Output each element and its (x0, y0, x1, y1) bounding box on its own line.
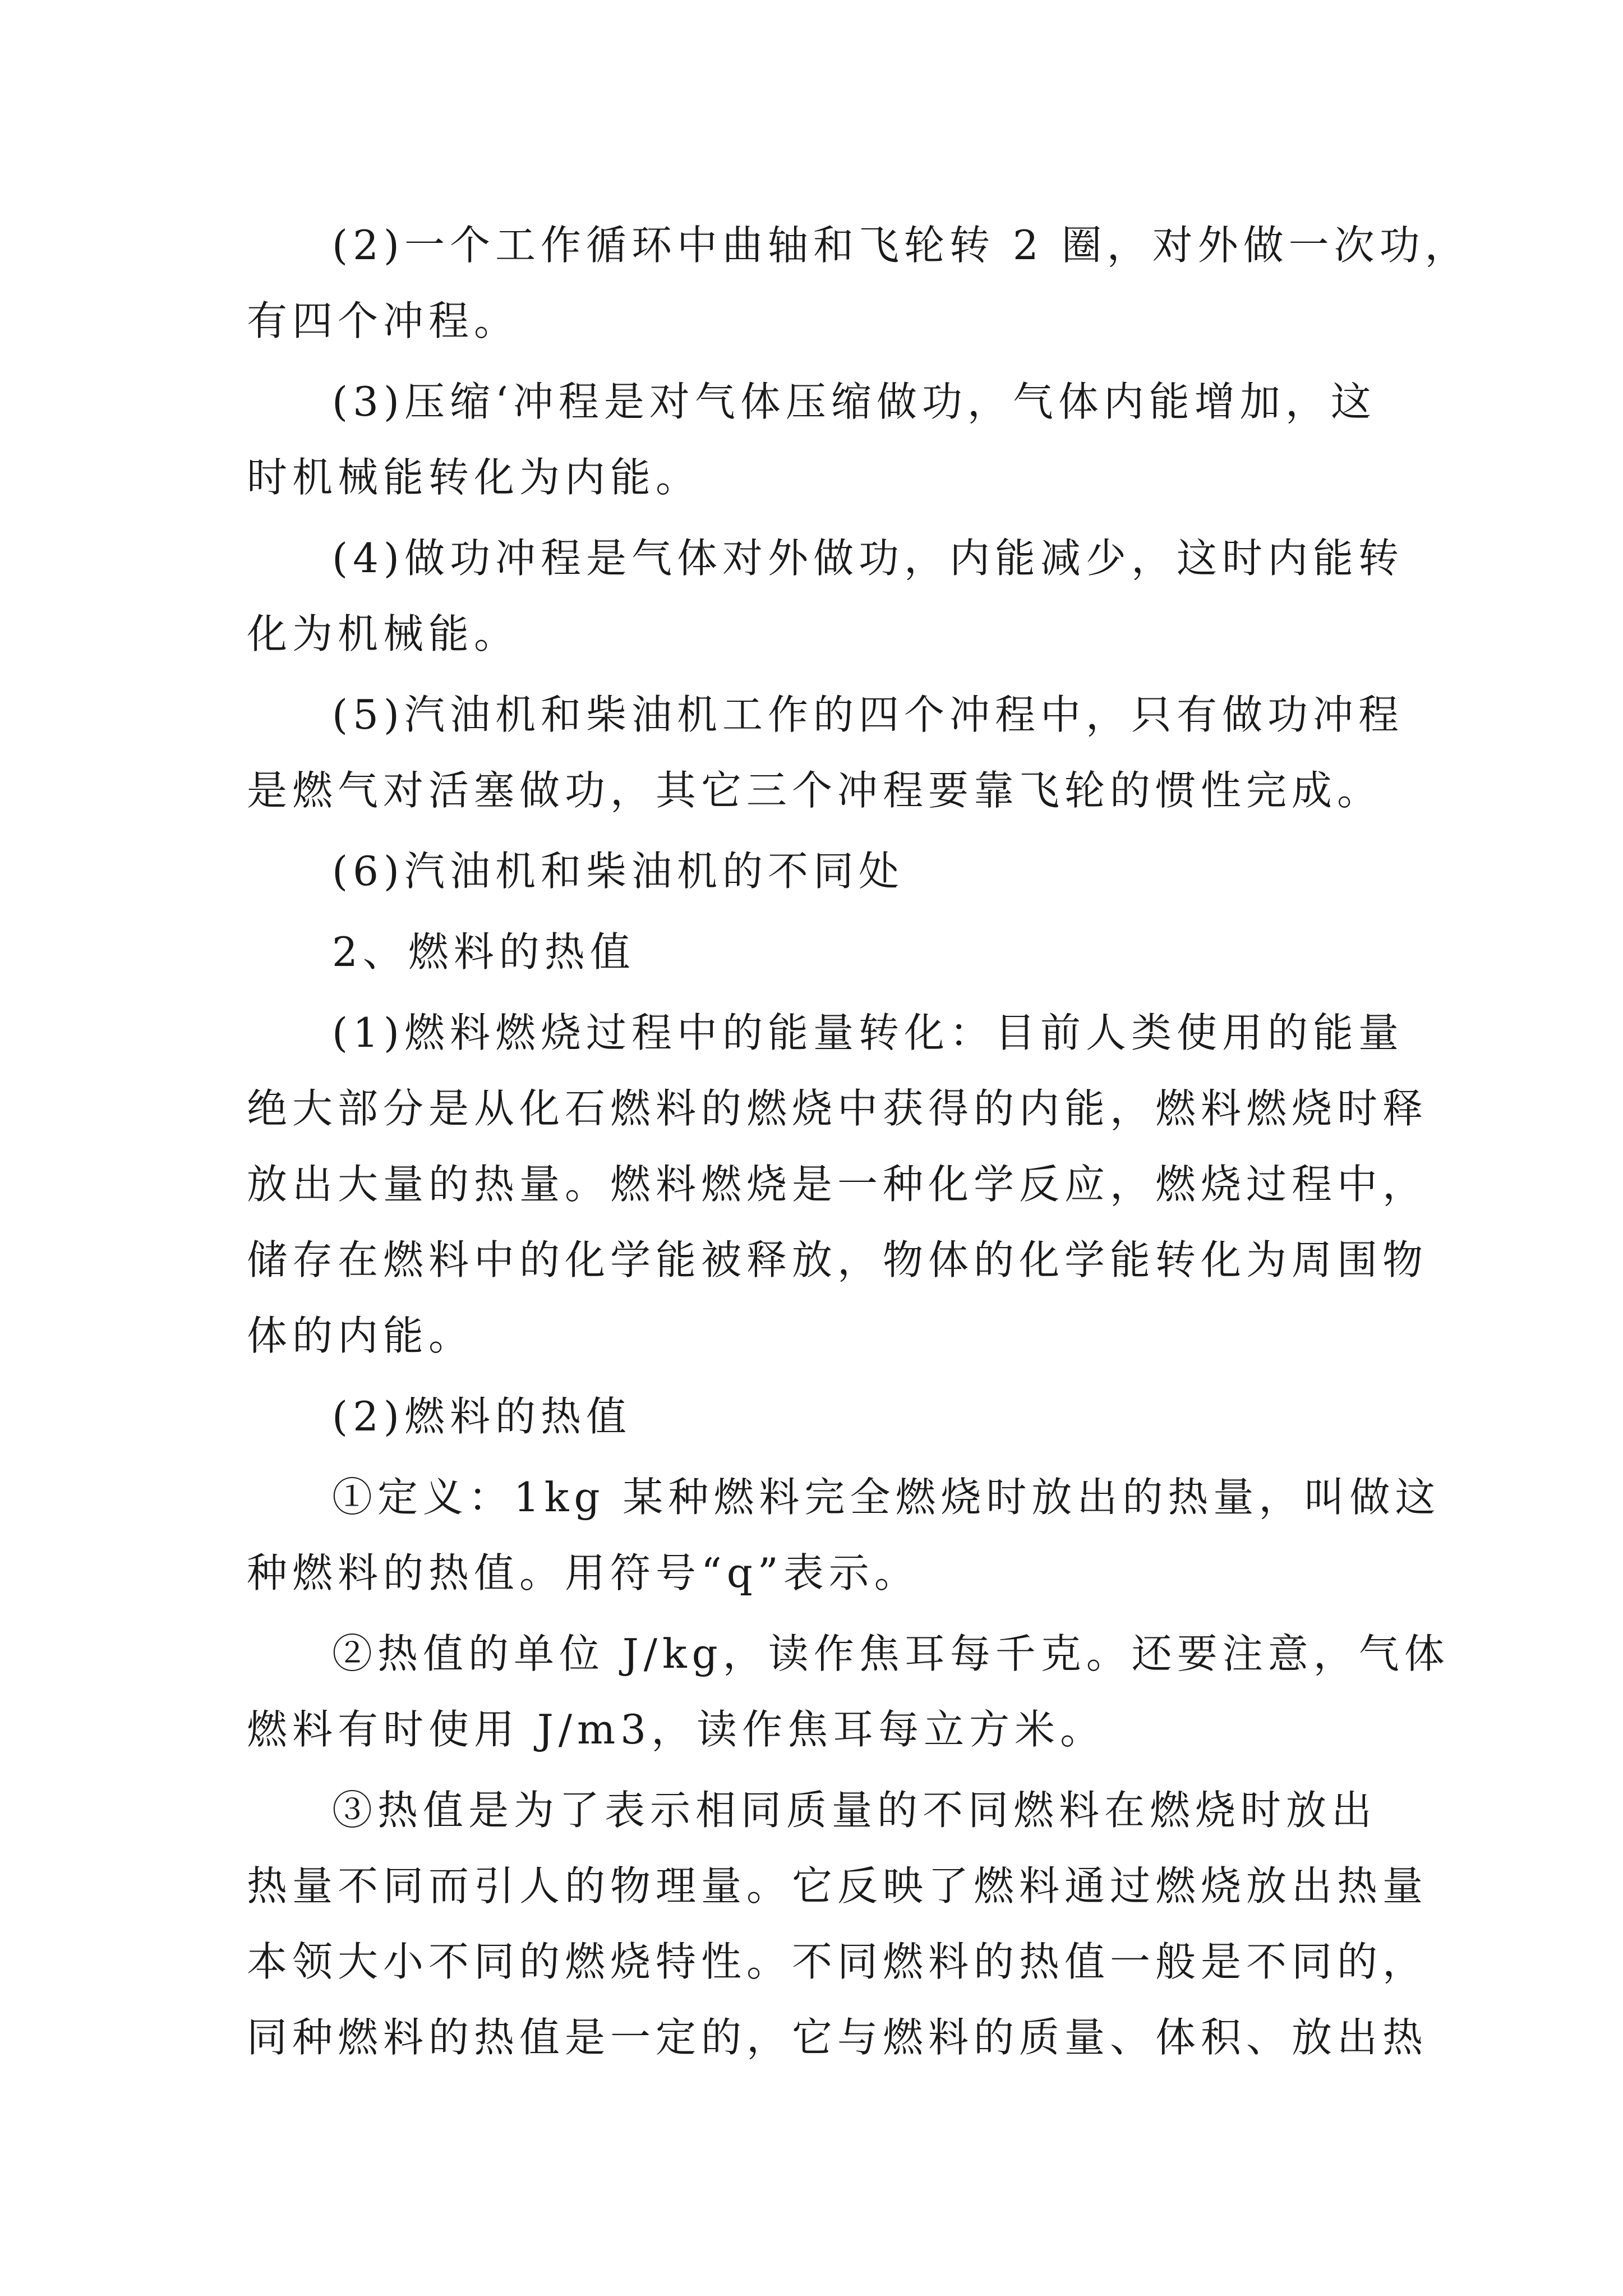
text-line: (5)汽油机和柴油机工作的四个冲程中，只有做功冲程 (332, 691, 1404, 738)
text-line: (4)做功冲程是气体对外做功，内能减少，这时内能转 (332, 535, 1404, 582)
text-line: 2、燃料的热值 (332, 928, 635, 976)
text-line: 时机械能转化为内能。 (247, 454, 702, 501)
text-line: 燃料有时使用 J/m3，读作焦耳每立方米。 (247, 1706, 1106, 1753)
text-line: ①定义：1kg 某种燃料完全燃烧时放出的热量，叫做这 (332, 1474, 1441, 1521)
text-line: 同种燃料的热值是一定的，它与燃料的质量、体积、放出热 (247, 2014, 1428, 2061)
text-line: 储存在燃料中的化学能被释放，物体的化学能转化为周围物 (247, 1236, 1428, 1283)
text-line: (6)汽油机和柴油机的不同处 (332, 848, 904, 895)
text-line: 是燃气对活塞做功，其它三个冲程要靠飞轮的惯性完成。 (247, 767, 1383, 814)
text-line: (1)燃料燃烧过程中的能量转化：目前人类使用的能量 (332, 1009, 1404, 1056)
text-line: 本领大小不同的燃烧特性。不同燃料的热值一般是不同的， (247, 1938, 1428, 1985)
text-line: ③热值是为了表示相同质量的不同燃料在燃烧时放出 (332, 1787, 1377, 1834)
text-line: 热量不同而引人的物理量。它反映了燃料通过燃烧放出热量 (247, 1862, 1428, 1910)
text-line: (2)一个工作循环中曲轴和飞轮转 2 圈，对外做一次功， (332, 222, 1470, 269)
document-body (247, 208, 1470, 2076)
text-line: 化为机械能。 (247, 610, 520, 657)
text-line: (2)燃料的热值 (332, 1393, 631, 1440)
text-line: ②热值的单位 J/kg，读作焦耳每千克。还要注意，气体 (332, 1630, 1450, 1677)
text-line: 绝大部分是从化石燃料的燃烧中获得的内能，燃料燃烧时释 (247, 1085, 1428, 1132)
text-line: (3)压缩‘冲程是对气体压缩做功，气体内能增加，这 (332, 378, 1376, 425)
text-line: 种燃料的热值。用符号“q”表示。 (247, 1549, 920, 1596)
text-line: 有四个冲程。 (247, 297, 520, 344)
text-line: 放出大量的热量。燃料燃烧是一种化学反应，燃烧过程中， (247, 1161, 1428, 1208)
text-line: 体的内能。 (247, 1312, 474, 1359)
